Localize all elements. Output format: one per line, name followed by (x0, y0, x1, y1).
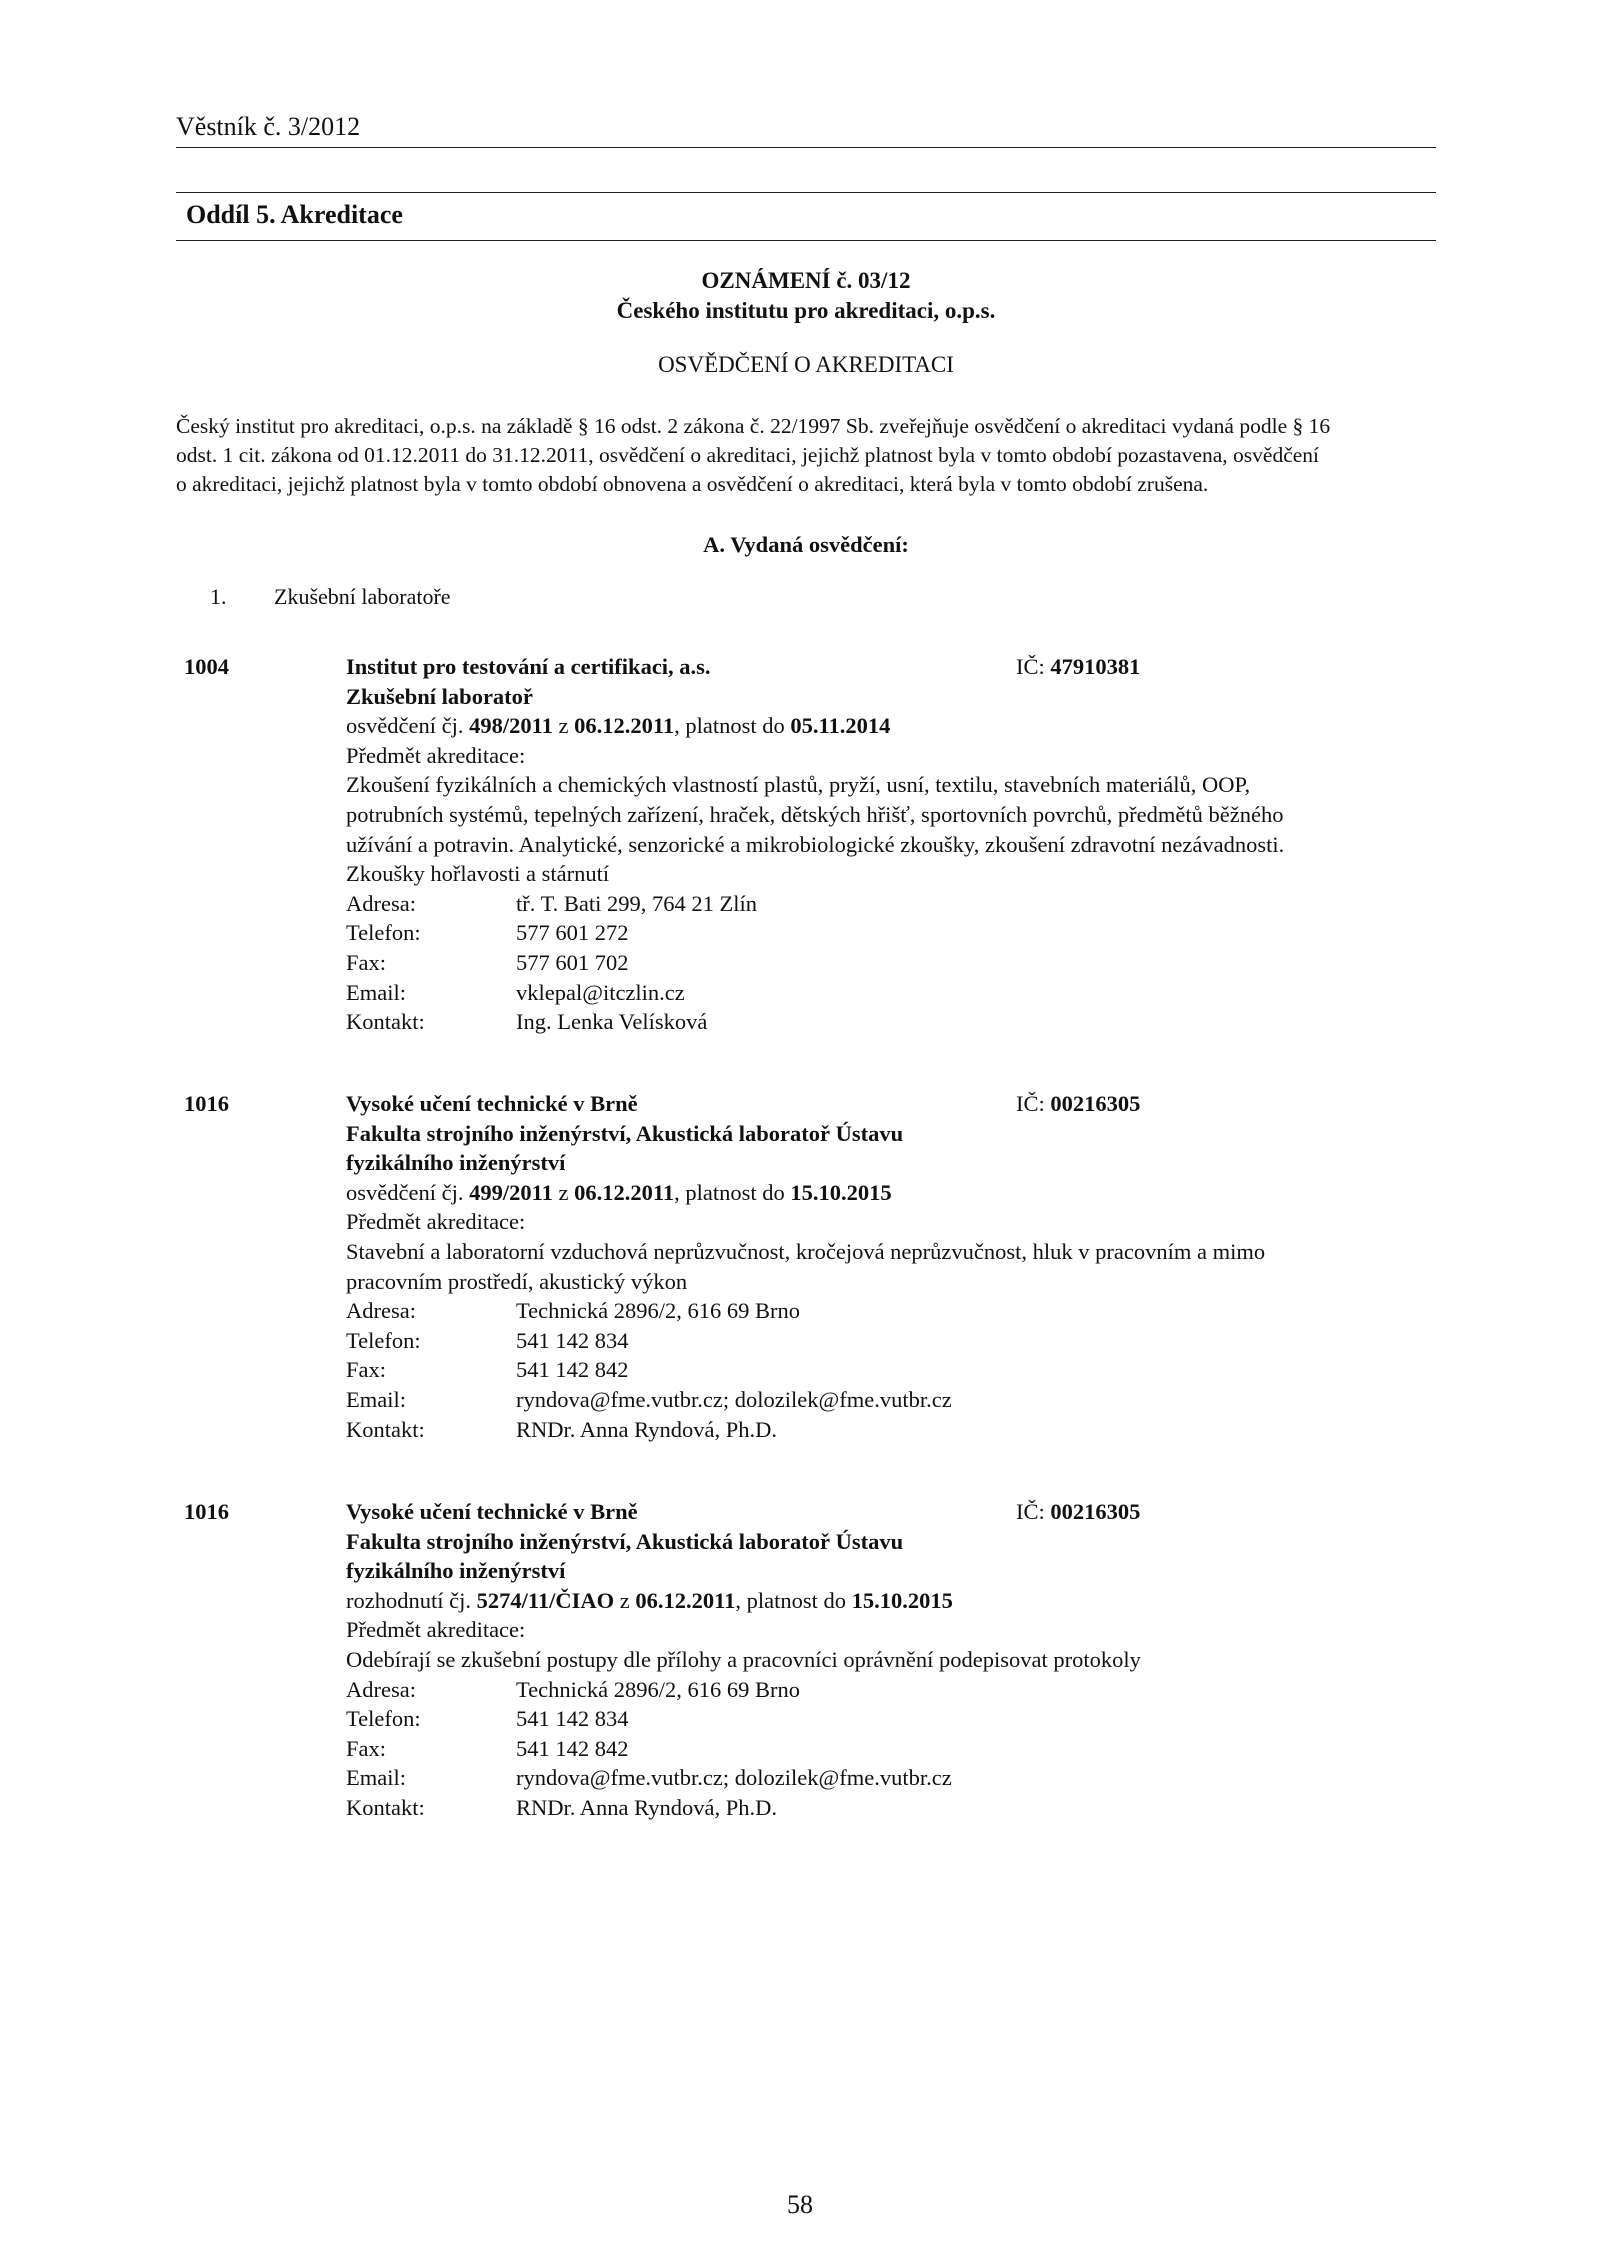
decision-line (346, 1586, 1346, 1616)
contact-value: RNDr. Anna Ryndová, Ph.D. (516, 1794, 777, 1820)
doc-valid-to: 05.11.2014 (790, 713, 891, 739)
doc-valid-to: 15.10.2015 (790, 1179, 892, 1205)
announcement-subtitle: OSVĚDČENÍ O AKREDITACI (658, 352, 954, 377)
intro-line: o akreditaci, jejichž platnost byla v tomto období obnovena a osvědčení o akreditaci, která byla v tomto období zrušena. (176, 472, 1209, 496)
announcement-intro (176, 412, 1438, 499)
unit-name: fyzikálního inženýrství (346, 1558, 566, 1584)
subject-line: Zkoušení fyzikálních a chemických vlastností plastů, pryží, usní, textilu, stavebních materiálů, OOP, (346, 772, 1251, 798)
intro-line: Český institut pro akreditaci, o.p.s. na základě § 16 odst. 2 zákona č. 22/1997 Sb. zveřejňuje osvědčení o akreditaci vydaná podle § 16 (176, 414, 1331, 438)
fax-label: Fax: (346, 1357, 387, 1383)
unit-name: fyzikálního inženýrství (346, 1150, 566, 1176)
fax-label: Fax: (346, 1735, 387, 1761)
subject-label: Předmět akreditace: (346, 1209, 526, 1235)
intro-line: odst. 1 cit. zákona od 01.12.2011 do 31.12.2011, osvědčení o akreditaci, jejichž platnost byla v tomto období pozastavena, osvědčení (176, 443, 1320, 467)
email-value: vklepal@itczlin.cz (516, 979, 685, 1005)
phone-row (346, 1704, 1346, 1734)
doc-date: 06.12.2011 (574, 713, 675, 739)
phone-value: 541 142 834 (516, 1327, 629, 1353)
doc-number: 498/2011 (469, 713, 553, 739)
doc-validity: , platnost do (735, 1587, 847, 1613)
phone-label: Telefon: (346, 920, 421, 946)
email-row (346, 978, 1346, 1008)
address-label: Adresa: (346, 1298, 416, 1324)
unit-name: Fakulta strojního inženýrství, Akustická laboratoř Ústavu (346, 1120, 904, 1146)
email-row (346, 1763, 1346, 1793)
subject-label: Předmět akreditace: (346, 742, 526, 768)
ic-label: IČ: (1016, 1499, 1045, 1524)
email-label: Email: (346, 1386, 406, 1412)
announcement-issuer: Českého institutu pro akreditaci, o.p.s. (616, 298, 996, 323)
entry-body (346, 1497, 1346, 1823)
address-label: Adresa: (346, 890, 416, 916)
section-title: Oddíl 5. Akreditace (186, 200, 403, 229)
ic-label: IČ: (1016, 1091, 1045, 1116)
phone-value: 577 601 272 (516, 920, 629, 946)
journal-header: Věstník č. 3/2012 (176, 112, 361, 141)
contact-label: Kontakt: (346, 1416, 425, 1442)
part-heading: A. Vydaná osvědčení: (703, 532, 909, 557)
page-number: 58 (787, 2190, 813, 2219)
entry-code: 1004 (184, 654, 229, 679)
entry-body (346, 1089, 1346, 1444)
doc-prefix: osvědčení čj. (346, 713, 464, 739)
fax-row (346, 948, 1346, 978)
doc-prefix: osvědčení čj. (346, 1179, 464, 1205)
email-label: Email: (346, 1765, 406, 1791)
subject-line: pracovním prostředí, akustický výkon (346, 1268, 688, 1294)
organization-name: Institut pro testování a certifikaci, a.s. (346, 654, 711, 679)
address-row (346, 889, 1346, 919)
ic-value: 47910381 (1050, 654, 1141, 679)
contact-row (346, 1415, 1346, 1445)
email-row (346, 1385, 1346, 1415)
email-label: Email: (346, 979, 406, 1005)
phone-value: 541 142 834 (516, 1706, 629, 1732)
doc-validity: , platnost do (674, 713, 785, 739)
contact-row (346, 1793, 1346, 1823)
phone-label: Telefon: (346, 1706, 421, 1732)
address-value: Technická 2896/2, 616 69 Brno (516, 1676, 800, 1702)
section-rule-top (176, 192, 1436, 193)
contact-label: Kontakt: (346, 1794, 425, 1820)
phone-label: Telefon: (346, 1327, 421, 1353)
fax-row (346, 1355, 1346, 1385)
subject-line: Zkoušky hořlavosti a stárnutí (346, 861, 610, 887)
doc-number: 499/2011 (469, 1179, 553, 1205)
subject-line: Stavební a laboratorní vzduchová neprůzvučnost, kročejová neprůzvučnost, hluk v pracovním a mimo (346, 1238, 1266, 1264)
organization-name: Vysoké učení technické v Brně (346, 1499, 638, 1524)
doc-date: 06.12.2011 (635, 1587, 736, 1613)
fax-value: 541 142 842 (516, 1735, 629, 1761)
certificate-line (346, 1178, 1346, 1208)
fax-label: Fax: (346, 949, 387, 975)
ic-label: IČ: (1016, 654, 1045, 679)
fax-row (346, 1734, 1346, 1764)
phone-row (346, 918, 1346, 948)
address-label: Adresa: (346, 1676, 416, 1702)
doc-from: z (558, 713, 569, 739)
contact-value: Ing. Lenka Velísková (516, 1009, 708, 1035)
email-value: ryndova@fme.vutbr.cz; dolozilek@fme.vutbr.cz (516, 1386, 952, 1412)
category-heading (210, 584, 451, 610)
address-row (346, 1675, 1346, 1705)
doc-number: 5274/11/ČIAO (476, 1587, 615, 1613)
subject-line: užívání a potravin. Analytické, senzorické a mikrobiologické zkoušky, zkoušení zdravotní nezávadnosti. (346, 831, 1285, 857)
address-row (346, 1296, 1346, 1326)
entry-body (346, 652, 1346, 1037)
doc-prefix: rozhodnutí čj. (346, 1587, 471, 1613)
address-value: tř. T. Bati 299, 764 21 Zlín (516, 890, 758, 916)
ic-value: 00216305 (1050, 1091, 1141, 1116)
entry-code: 1016 (184, 1499, 229, 1524)
certificate-line (346, 711, 1346, 741)
address-value: Technická 2896/2, 616 69 Brno (516, 1298, 800, 1324)
fax-value: 541 142 842 (516, 1357, 629, 1383)
contact-value: RNDr. Anna Ryndová, Ph.D. (516, 1416, 777, 1442)
doc-valid-to: 15.10.2015 (851, 1587, 953, 1613)
entry-code: 1016 (184, 1091, 229, 1116)
category-number: 1. (210, 584, 227, 609)
contact-label: Kontakt: (346, 1009, 425, 1035)
phone-row (346, 1326, 1346, 1356)
subject-line: potrubních systémů, tepelných zařízení, hraček, dětských hřišť, sportovních povrchů, předmětů běžného (346, 801, 1284, 827)
ic-value: 00216305 (1050, 1499, 1141, 1524)
section-rule-bottom (176, 240, 1436, 241)
doc-date: 06.12.2011 (574, 1179, 675, 1205)
doc-from: z (558, 1179, 569, 1205)
subject-line: Odebírají se zkušební postupy dle přílohy a pracovníci oprávnění podepisovat protokoly (346, 1646, 1141, 1672)
fax-value: 577 601 702 (516, 949, 629, 975)
doc-validity: , platnost do (674, 1179, 785, 1205)
announcement-number: OZNÁMENÍ č. 03/12 (701, 268, 911, 293)
unit-name: Zkušební laboratoř (346, 683, 533, 709)
email-value: ryndova@fme.vutbr.cz; dolozilek@fme.vutbr.cz (516, 1765, 952, 1791)
category-label: Zkušební laboratoře (274, 584, 451, 609)
organization-name: Vysoké učení technické v Brně (346, 1091, 638, 1116)
header-rule (176, 147, 1436, 148)
doc-from: z (619, 1587, 630, 1613)
unit-name: Fakulta strojního inženýrství, Akustická laboratoř Ústavu (346, 1528, 904, 1554)
subject-label: Předmět akreditace: (346, 1617, 526, 1643)
contact-row (346, 1007, 1346, 1037)
